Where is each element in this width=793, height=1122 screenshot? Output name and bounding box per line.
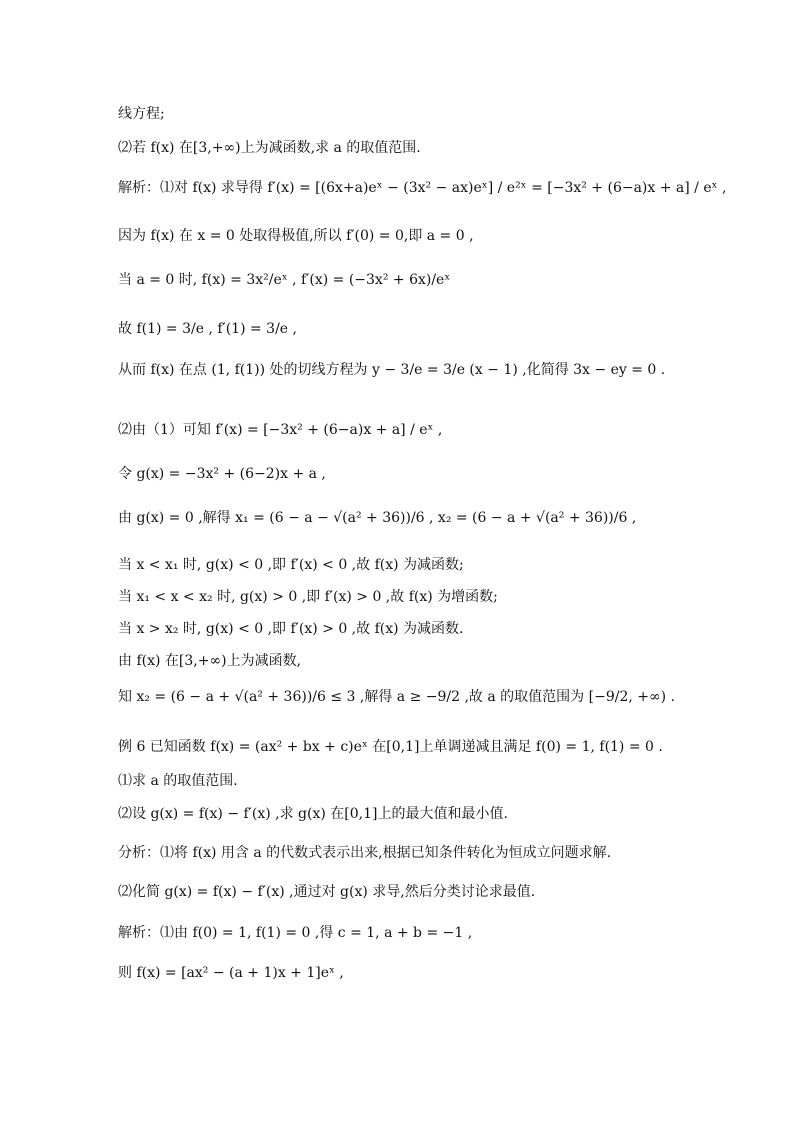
text-line: ⑵化简 g(x) = f(x) − f′(x) ,通过对 g(x) 求导,然后分类讨论求最值. [118, 884, 536, 900]
text-line: ⑵由（1）可知 f′(x) = [−3x² + (6−a)x + a] / eˣ , [118, 422, 443, 438]
text-line: 令 g(x) = −3x² + (6−2)x + a , [118, 466, 326, 482]
text-line: 当 a = 0 时, f(x) = 3x²/eˣ , f′(x) = (−3x² + 6x)/eˣ [118, 272, 451, 288]
text-line: 线方程; [118, 106, 165, 122]
text-line: 从而 f(x) 在点 (1, f(1)) 处的切线方程为 y − 3/e = 3/e (x − 1) ,化简得 3x − ey = 0 . [118, 362, 666, 378]
text-line: 分析：⑴将 f(x) 用含 a 的代数式表示出来,根据已知条件转化为恒成立问题求解. [118, 845, 612, 861]
text-line: 则 f(x) = [ax² − (a + 1)x + 1]eˣ , [118, 965, 344, 981]
text-line: 由 g(x) = 0 ,解得 x₁ = (6 − a − √(a² + 36))/6 , x₂ = (6 − a + √(a² + 36))/6 , [118, 510, 637, 526]
text-line: 当 x₁ < x < x₂ 时, g(x) > 0 ,即 f′(x) > 0 ,故 f(x) 为增函数; [118, 589, 498, 605]
text-line: ⑵若 f(x) 在[3,+∞)上为减函数,求 a 的取值范围. [118, 140, 421, 156]
text-line: ⑴求 a 的取值范围. [118, 773, 238, 789]
text-line: 因为 f(x) 在 x = 0 处取得极值,所以 f′(0) = 0,即 a = 0 , [118, 228, 474, 244]
text-line: 当 x < x₁ 时, g(x) < 0 ,即 f′(x) < 0 ,故 f(x) 为减函数; [118, 557, 464, 573]
text-line: 知 x₂ = (6 − a + √(a² + 36))/6 ≤ 3 ,解得 a ≥ −9/2 ,故 a 的取值范围为 [−9/2, +∞) . [118, 689, 676, 705]
text-line: 解析：⑴由 f(0) = 1, f(1) = 0 ,得 c = 1, a + b = −1 , [118, 925, 473, 941]
text-line: 故 f(1) = 3/e , f′(1) = 3/e , [118, 321, 297, 337]
text-line: 解析：⑴对 f(x) 求导得 f′(x) = [(6x+a)eˣ − (3x² − ax)eˣ] / e²ˣ = [−3x² + (6−a)x + a] / eˣ , [118, 180, 727, 196]
text-line: 当 x > x₂ 时, g(x) < 0 ,即 f′(x) > 0 ,故 f(x) 为减函数. [118, 621, 464, 637]
text-line: 由 f(x) 在[3,+∞)上为减函数, [118, 653, 302, 669]
text-line: ⑵设 g(x) = f(x) − f′(x) ,求 g(x) 在[0,1]上的最大值和最小值. [118, 806, 508, 822]
text-line: 例 6 已知函数 f(x) = (ax² + bx + c)eˣ 在[0,1]上单调递减且满足 f(0) = 1, f(1) = 0 . [118, 739, 663, 755]
